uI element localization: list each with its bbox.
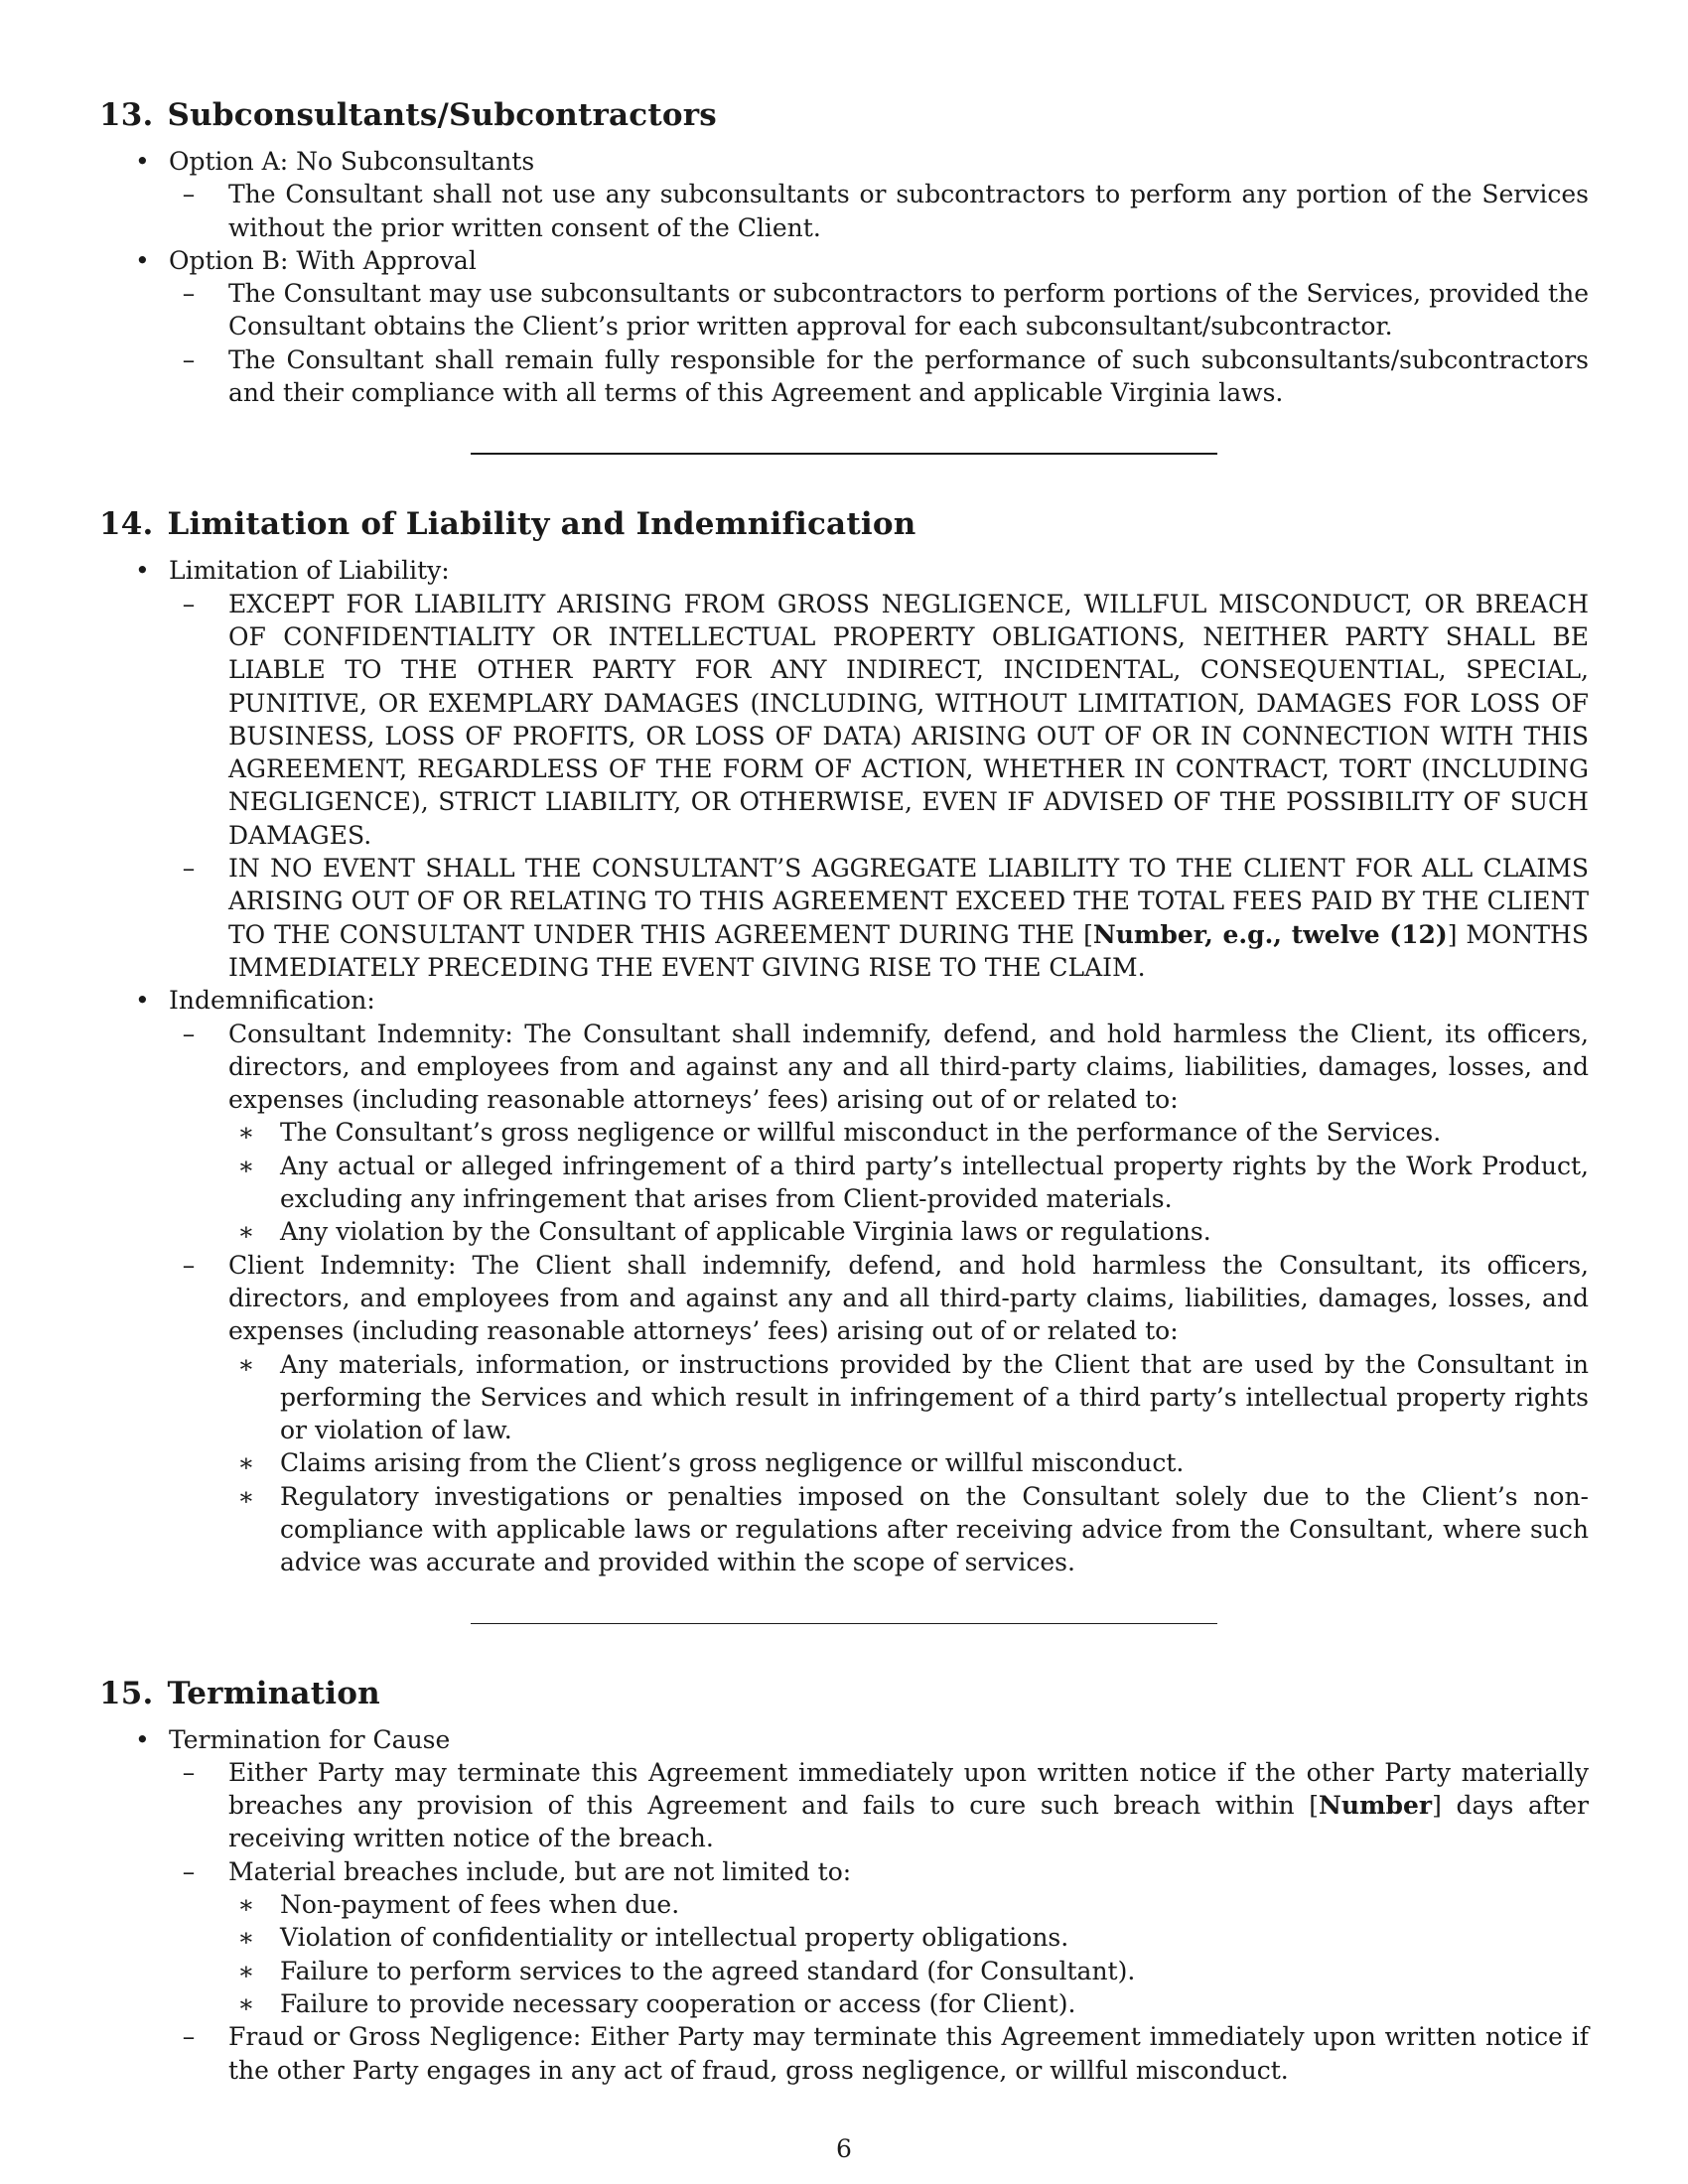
sub-list (169, 1018, 1589, 1579)
list-item (169, 1855, 1589, 2020)
dash-marker: – (182, 1250, 196, 1280)
section-title: Termination (167, 1675, 380, 1711)
section-title: Subconsultants/Subcontractors (167, 97, 717, 133)
list-item (228, 1921, 1589, 1954)
paragraph: The Consultant may use subconsultants or subcontractors to perform portions of the Services, provided the Consultant obtains the Client’s prior written approval for each subconsultant/subcontractor. (228, 279, 1589, 341)
text-run: Either Party may terminate this Agreement immediately upon written notice if the other Party materially breaches any provision of this Agreement and fails to cure such breach within [ (228, 1757, 1589, 1821)
star-marker: ∗ (237, 1349, 255, 1379)
paragraph: Failure to provide necessary cooperation or access (for Client). (280, 1988, 1076, 2018)
page-number: 6 (836, 2134, 852, 2163)
text-run: ] days after receiving written notice of the breach. (228, 1791, 1589, 1853)
star-marker: ∗ (237, 1448, 255, 1478)
dash-marker: – (182, 1019, 196, 1048)
bullet-marker: • (135, 1724, 150, 1754)
paragraph: Fraud or Gross Negligence: Either Party may terminate this Agreement immediately upon written notice if the other Party engages in any act of fraud, gross negligence, or willful misconduct. (228, 2022, 1589, 2085)
sub-list (169, 1756, 1589, 2087)
option-b-label: Option B: With Approval (169, 245, 477, 275)
paragraph: Violation of confidentiality or intellectual property obligations. (280, 1923, 1069, 1953)
list-item (99, 1723, 1589, 2087)
list-item (169, 1249, 1589, 1579)
paragraph (228, 1756, 1589, 1855)
dash-marker: – (182, 1757, 196, 1787)
paragraph: The Consultant shall remain fully responsible for the performance of such subconsultants/subcontractors and their compliance with all terms of this Agreement and applicable Virginia laws. (228, 344, 1589, 408)
list-item (99, 554, 1589, 984)
dash-marker: – (182, 589, 196, 618)
list-item (228, 1348, 1589, 1447)
paragraph: Regulatory investigations or penalties imposed on the Consultant solely due to the Client’s non-compliance with applicable laws or regulations after receiving advice from the Consultant, where such advice was accurate and provided within the scope of services. (280, 1481, 1589, 1577)
limitation-label: Limitation of Liability: (169, 556, 450, 586)
paragraph: Claims arising from the Client’s gross negligence or willful misconduct. (280, 1448, 1185, 1478)
section-divider (471, 453, 1217, 455)
section-14-heading (99, 504, 1589, 544)
list-item (228, 1480, 1589, 1579)
star-marker: ∗ (237, 1890, 255, 1920)
paragraph: The Consultant’s gross negligence or willful misconduct in the performance of the Services. (280, 1118, 1442, 1148)
termination-for-cause-label: Termination for Cause (169, 1724, 451, 1754)
bullet-marker: • (135, 147, 150, 176)
list-item (228, 1215, 1589, 1248)
dash-marker: – (182, 2022, 196, 2052)
list-item (228, 1116, 1589, 1149)
star-marker: ∗ (237, 1151, 255, 1180)
dash-marker: – (182, 1856, 196, 1886)
paragraph: Client Indemnity: The Client shall indemnify, defend, and hold harmless the Consultant, its officers, directors, and employees from and against any and all third-party claims, liabilities, damages, losses, and expenses (including reasonable attorneys’ fees) arising out of or related to: (228, 1250, 1589, 1346)
paragraph: EXCEPT FOR LIABILITY ARISING FROM GROSS NEGLIGENCE, WILLFUL MISCONDUCT, OR BREACH OF CONFIDENTIALITY OR INTELLECTUAL PROPERTY OBLIGATIONS, NEITHER PARTY SHALL BE LIABLE TO THE OTHER PARTY FOR ANY INDIRECT, INCIDENTAL, CONSEQUENTIAL, SPECIAL, PUNITIVE, OR EXEMPLARY DAMAGES (INCLUDING, WITHOUT LIMITATION, DAMAGES FOR LOSS OF BUSINESS, LOSS OF PROFITS, OR LOSS OF DATA) ARISING OUT OF OR IN CONNECTION WITH THIS AGREEMENT, REGARDLESS OF THE FORM OF ACTION, WHETHER IN CONTRACT, TORT (INCLUDING NEGLIGENCE), STRICT LIABILITY, OR OTHERWISE, EVEN IF ADVISED OF THE POSSIBILITY OF SUCH DAMAGES. (228, 589, 1589, 850)
section-14-list (99, 554, 1589, 1578)
section-13-heading (99, 95, 1589, 135)
list-item (169, 1018, 1589, 1249)
text-run: IN NO EVENT SHALL THE CONSULTANT’S AGGREGATE LIABILITY TO THE CLIENT FOR ALL CLAIMS ARISING OUT OF OR RELATING TO THIS AGREEMENT EXCEED THE TOTAL FEES PAID BY THE CLIENT TO THE CONSULTANT UNDER THIS AGREEMENT DURING THE [ (228, 854, 1589, 949)
list-item (228, 1888, 1589, 1921)
list-item (169, 178, 1589, 244)
sub-list (169, 178, 1589, 244)
list-item (169, 343, 1589, 410)
sub-sub-list (228, 1888, 1589, 2020)
star-marker: ∗ (237, 1956, 255, 1985)
list-item (169, 277, 1589, 343)
star-marker: ∗ (237, 1481, 255, 1511)
sub-list (169, 277, 1589, 409)
list-item (169, 2020, 1589, 2087)
sub-list (169, 588, 1589, 985)
star-marker: ∗ (237, 1988, 255, 2018)
sub-sub-list (228, 1348, 1589, 1579)
section-13 (99, 95, 1589, 409)
option-a-label: Option A: No Subconsultants (169, 147, 535, 176)
list-item (228, 1446, 1589, 1479)
star-marker: ∗ (237, 1118, 255, 1148)
paragraph: Consultant Indemnity: The Consultant shall indemnify, defend, and hold harmless the Client, its officers, directors, and employees from and against any and all third-party claims, liabilities, damages, losses, and expenses (including reasonable attorneys’ fees) arising out of or related to: (228, 1019, 1589, 1115)
sub-sub-list (228, 1116, 1589, 1248)
section-15 (99, 1674, 1589, 2087)
paragraph: Non-payment of fees when due. (280, 1890, 680, 1920)
section-number: 15. (99, 1675, 154, 1711)
dash-marker: – (182, 279, 196, 309)
paragraph: The Consultant shall not use any subconsultants or subcontractors to perform any portion of the Services without the prior written consent of the Client. (228, 180, 1589, 242)
bullet-marker: • (135, 556, 150, 586)
list-item (99, 244, 1589, 409)
page-content (99, 95, 1589, 2087)
section-divider (471, 1623, 1217, 1624)
placeholder-text: Number, e.g., twelve (12) (1092, 919, 1448, 949)
section-title: Limitation of Liability and Indemnification (167, 506, 916, 543)
list-item (228, 1955, 1589, 1987)
paragraph (228, 852, 1589, 984)
list-item (228, 1150, 1589, 1216)
section-13-list (99, 145, 1589, 409)
dash-marker: – (182, 180, 196, 209)
section-number: 13. (99, 97, 154, 133)
dash-marker: – (182, 344, 196, 374)
paragraph: Any materials, information, or instructions provided by the Client that are used by the Consultant in performing the Services and which result in infringement of a third party’s intellectual property rights or violation of law. (280, 1349, 1589, 1445)
star-marker: ∗ (237, 1217, 255, 1247)
list-item (169, 852, 1589, 984)
indemnification-label: Indemnification: (169, 986, 375, 1016)
paragraph: Any violation by the Consultant of applicable Virginia laws or regulations. (280, 1217, 1211, 1247)
star-marker: ∗ (237, 1923, 255, 1953)
bullet-marker: • (135, 986, 150, 1016)
text-run: ] MONTHS IMMEDIATELY PRECEDING THE EVENT GIVING RISE TO THE CLAIM. (228, 919, 1589, 982)
list-item (228, 1987, 1589, 2020)
list-item (99, 984, 1589, 1578)
list-item (169, 1756, 1589, 1855)
paragraph: Material breaches include, but are not limited to: (228, 1856, 852, 1886)
bullet-marker: • (135, 245, 150, 275)
section-15-heading (99, 1674, 1589, 1713)
dash-marker: – (182, 854, 196, 884)
section-14 (99, 504, 1589, 1578)
placeholder-text: Number (1319, 1791, 1433, 1821)
section-number: 14. (99, 506, 154, 543)
section-15-list (99, 1723, 1589, 2087)
list-item (169, 588, 1589, 852)
paragraph: Any actual or alleged infringement of a third party’s intellectual property rights by the Work Product, excluding any infringement that arises from Client-provided materials. (280, 1151, 1589, 1214)
paragraph: Failure to perform services to the agreed standard (for Consultant). (280, 1956, 1136, 1985)
list-item (99, 145, 1589, 244)
